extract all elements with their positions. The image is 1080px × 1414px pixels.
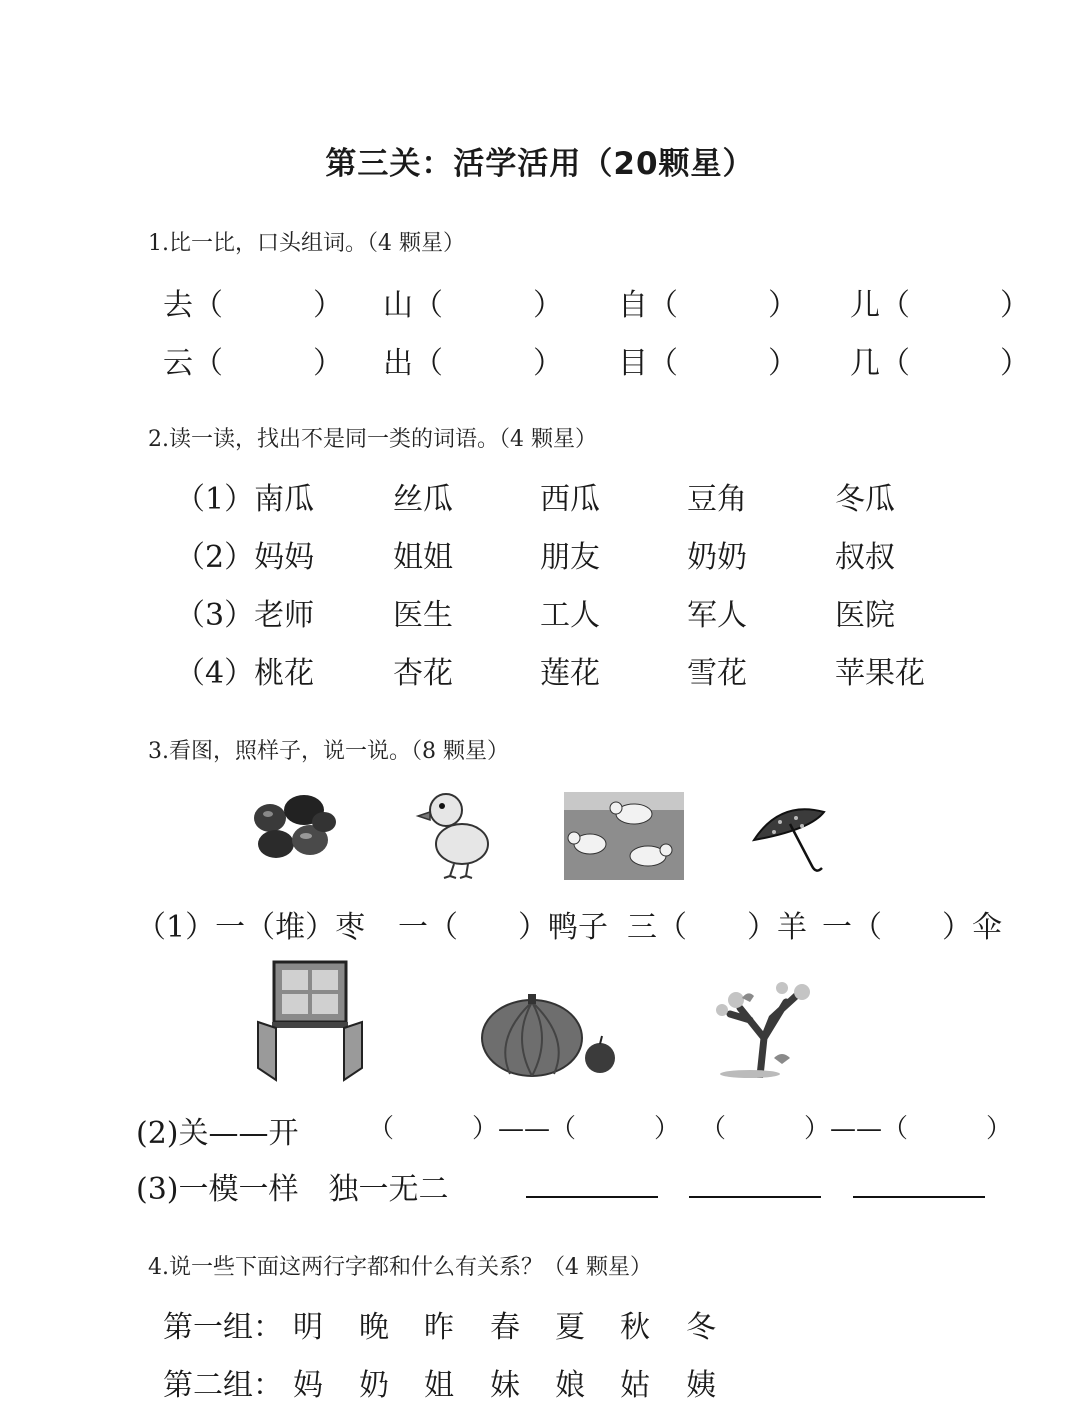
q4-char: 姨 bbox=[686, 1368, 716, 1403]
window-icon bbox=[254, 960, 364, 1086]
q4-char: 娘 bbox=[555, 1368, 585, 1403]
q3-line1-item: 一（ ）伞 bbox=[822, 910, 1002, 945]
q4-char: 妈 bbox=[293, 1368, 323, 1403]
q3-line1-item: 三（ ）羊 bbox=[627, 910, 807, 945]
q3-line1-item: （1）一（堆）枣 bbox=[136, 910, 366, 945]
q4-char: 姐 bbox=[424, 1368, 454, 1403]
q2-word: 丝瓜 bbox=[393, 482, 453, 517]
q1-item: 出（ ） bbox=[383, 346, 563, 381]
q4-char: 妹 bbox=[490, 1368, 520, 1403]
answer-blank[interactable] bbox=[689, 1196, 821, 1198]
q1-item: 目（ ） bbox=[618, 346, 798, 381]
q2-word: 姐姐 bbox=[393, 540, 453, 575]
duckling-icon bbox=[414, 784, 494, 880]
q2-word: 朋友 bbox=[540, 540, 600, 575]
q4-char: 昨 bbox=[424, 1310, 454, 1345]
q2-word: 豆角 bbox=[687, 482, 747, 517]
q2-word: 杏花 bbox=[393, 656, 453, 691]
q3-line1-item: 一（ ）鸭子 bbox=[398, 910, 608, 945]
q2-heading: 2.读一读，找出不是同一类的词语。（4 颗星） bbox=[148, 427, 597, 452]
q4-char: 奶 bbox=[359, 1368, 389, 1403]
q2-word: （4）桃花 bbox=[175, 656, 315, 691]
q1-item: 云（ ） bbox=[163, 346, 343, 381]
q1-item: 儿（ ） bbox=[850, 288, 1030, 323]
umbrella-icon bbox=[750, 800, 830, 878]
q4-char: 春 bbox=[490, 1310, 520, 1345]
q2-word: 工人 bbox=[540, 598, 600, 633]
q1-heading: 1.比一比，口头组词。（4 颗星） bbox=[148, 231, 465, 256]
q2-word: 军人 bbox=[687, 598, 747, 633]
q1-item: 几（ ） bbox=[850, 346, 1030, 381]
q4-char: 夏 bbox=[555, 1310, 585, 1345]
answer-blank[interactable] bbox=[526, 1196, 658, 1198]
q2-word: （2）妈妈 bbox=[175, 540, 315, 575]
q2-word: （1）南瓜 bbox=[175, 482, 315, 517]
q2-word: （3）老师 bbox=[175, 598, 315, 633]
q4-char: 晚 bbox=[359, 1310, 389, 1345]
q2-word: 西瓜 bbox=[540, 482, 600, 517]
q2-word: 莲花 bbox=[540, 656, 600, 691]
q4-heading: 4.说一些下面这两行字都和什么有关系？（4 颗星） bbox=[148, 1255, 652, 1280]
q4-char: 冬 bbox=[686, 1310, 716, 1345]
sheep-meadow-icon bbox=[564, 792, 684, 880]
tree-birds-icon bbox=[710, 978, 826, 1078]
pumpkin-apple-icon bbox=[480, 994, 620, 1080]
page-title: 第三关：活学活用（20颗星） bbox=[325, 146, 755, 182]
q3-heading: 3.看图，照样子，说一说。（8 颗星） bbox=[148, 739, 509, 764]
q1-item: 去（ ） bbox=[163, 288, 343, 323]
answer-blank[interactable] bbox=[853, 1196, 985, 1198]
q4-char: 秋 bbox=[620, 1310, 650, 1345]
q2-word: 叔叔 bbox=[835, 540, 895, 575]
q3-line2-item: （ ）——（ ） bbox=[700, 1114, 1013, 1144]
q1-item: 自（ ） bbox=[618, 288, 798, 323]
dates-icon bbox=[246, 792, 338, 864]
q2-word: 医院 bbox=[835, 598, 895, 633]
q4-char: 姑 bbox=[620, 1368, 650, 1403]
q2-word: 医生 bbox=[393, 598, 453, 633]
q3-line3: (3)一模一样 独一无二 bbox=[136, 1172, 449, 1207]
q2-word: 奶奶 bbox=[687, 540, 747, 575]
q3-line2-item: (2)关——开 bbox=[136, 1116, 299, 1151]
q2-word: 雪花 bbox=[687, 656, 747, 691]
q1-item: 山（ ） bbox=[383, 288, 563, 323]
q2-word: 冬瓜 bbox=[835, 482, 895, 517]
q4-group1-label: 第一组： bbox=[163, 1310, 283, 1345]
q2-word: 苹果花 bbox=[835, 656, 925, 691]
q4-group2-label: 第二组： bbox=[163, 1368, 283, 1403]
q4-char: 明 bbox=[293, 1310, 323, 1345]
q3-line2-item: （ ）——（ ） bbox=[368, 1114, 681, 1144]
